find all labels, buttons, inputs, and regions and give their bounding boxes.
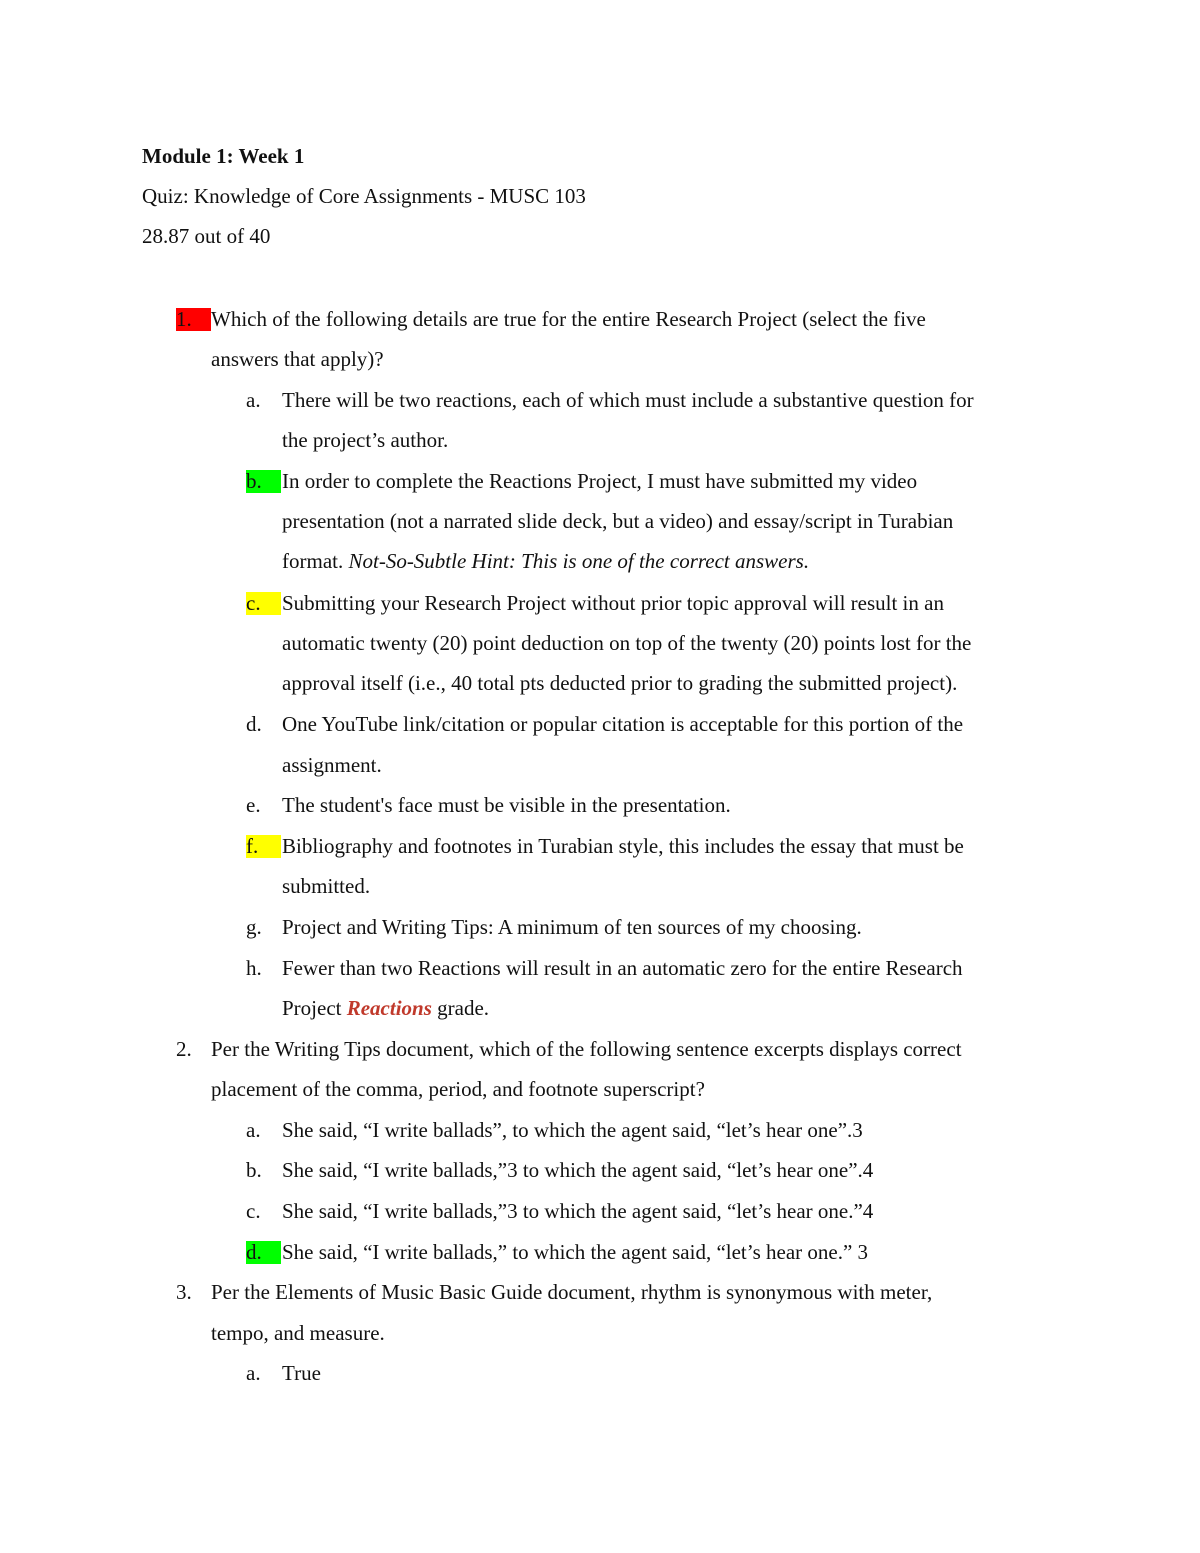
q1-c-line1: Submitting your Research Project without prior topic approval will result in an xyxy=(282,591,944,615)
q1-f-marker xyxy=(246,832,281,860)
q1-h-line2-pre: Project xyxy=(282,996,347,1020)
q1-c-line2: automatic twenty (20) point deduction on top of the twenty (20) points lost for the xyxy=(282,631,972,655)
q2-number: 2. xyxy=(176,1037,192,1061)
q1-d-marker: d. xyxy=(246,712,262,736)
q2-b-marker: b. xyxy=(246,1158,262,1182)
q1-number-highlight: 1. xyxy=(176,308,211,331)
q1-g-marker: g. xyxy=(246,915,262,939)
q1-h-line2 xyxy=(282,994,489,1022)
q2-a-line1: She said, “I write ballads”, to which the agent said, “let’s hear one”.3 xyxy=(282,1118,863,1142)
q2-text-line2: placement of the comma, period, and footnote superscript? xyxy=(211,1077,705,1101)
q3-number: 3. xyxy=(176,1280,192,1304)
q1-a-marker: a. xyxy=(246,388,261,412)
q1-e-marker: e. xyxy=(246,793,261,817)
q1-f-highlight: f. xyxy=(246,835,281,858)
q3-a-marker: a. xyxy=(246,1361,261,1385)
q2-d-highlight: d. xyxy=(246,1241,281,1264)
q1-h-marker: h. xyxy=(246,956,262,980)
q2-c-line1: She said, “I write ballads,”3 to which the agent said, “let’s hear one.”4 xyxy=(282,1199,874,1223)
q2-c-marker: c. xyxy=(246,1199,261,1223)
q1-a-line1: There will be two reactions, each of which must include a substantive question for xyxy=(282,388,974,412)
q1-text-line1: Which of the following details are true for the entire Research Project (select the five xyxy=(211,307,926,331)
q1-b-line1: In order to complete the Reactions Project, I must have submitted my video xyxy=(282,469,918,493)
q2-d-marker xyxy=(246,1238,281,1266)
q1-b-highlight: b. xyxy=(246,470,281,493)
q1-b-hint: Not-So-Subtle Hint: This is one of the correct answers. xyxy=(348,549,810,573)
quiz-score: 28.87 out of 40 xyxy=(142,224,271,248)
q1-text-line2: answers that apply)? xyxy=(211,347,384,371)
page-title: Module 1: Week 1 xyxy=(142,144,305,168)
q1-c-marker xyxy=(246,589,281,617)
q1-b-line3 xyxy=(282,547,809,575)
q1-h-reactions-emphasis: Reactions xyxy=(346,996,432,1020)
q1-f-line1: Bibliography and footnotes in Turabian style, this includes the essay that must be xyxy=(282,834,964,858)
q2-a-marker: a. xyxy=(246,1118,261,1142)
q2-d-line1: She said, “I write ballads,” to which the agent said, “let’s hear one.” 3 xyxy=(282,1240,869,1264)
q1-b-line2: presentation (not a narrated slide deck, but a video) and essay/script in Turabian xyxy=(282,509,954,533)
q1-c-highlight: c. xyxy=(246,592,281,615)
q1-number xyxy=(176,305,211,333)
q2-text-line1: Per the Writing Tips document, which of the following sentence excerpts displays correct xyxy=(211,1037,962,1061)
q1-b-line3-text: format. xyxy=(282,549,349,573)
q1-d-line1: One YouTube link/citation or popular citation is acceptable for this portion of the xyxy=(282,712,964,736)
q1-d-line2: assignment. xyxy=(282,753,382,777)
q1-g-line1: Project and Writing Tips: A minimum of ten sources of my choosing. xyxy=(282,915,862,939)
quiz-name: Quiz: Knowledge of Core Assignments - MUSC 103 xyxy=(142,184,586,208)
q1-h-line2-post: grade. xyxy=(431,996,490,1020)
q1-b-marker xyxy=(246,467,281,495)
q1-h-line1: Fewer than two Reactions will result in an automatic zero for the entire Research xyxy=(282,956,963,980)
q1-a-line2: the project’s author. xyxy=(282,428,449,452)
q3-a-line1: True xyxy=(282,1361,321,1385)
q1-f-line2: submitted. xyxy=(282,874,371,898)
q3-text-line1: Per the Elements of Music Basic Guide document, rhythm is synonymous with meter, xyxy=(211,1280,933,1304)
q1-c-line3: approval itself (i.e., 40 total pts deducted prior to grading the submitted project). xyxy=(282,671,958,695)
q3-text-line2: tempo, and measure. xyxy=(211,1321,385,1345)
q1-e-line1: The student's face must be visible in the presentation. xyxy=(282,793,731,817)
q2-b-line1: She said, “I write ballads,”3 to which the agent said, “let’s hear one”.4 xyxy=(282,1158,874,1182)
